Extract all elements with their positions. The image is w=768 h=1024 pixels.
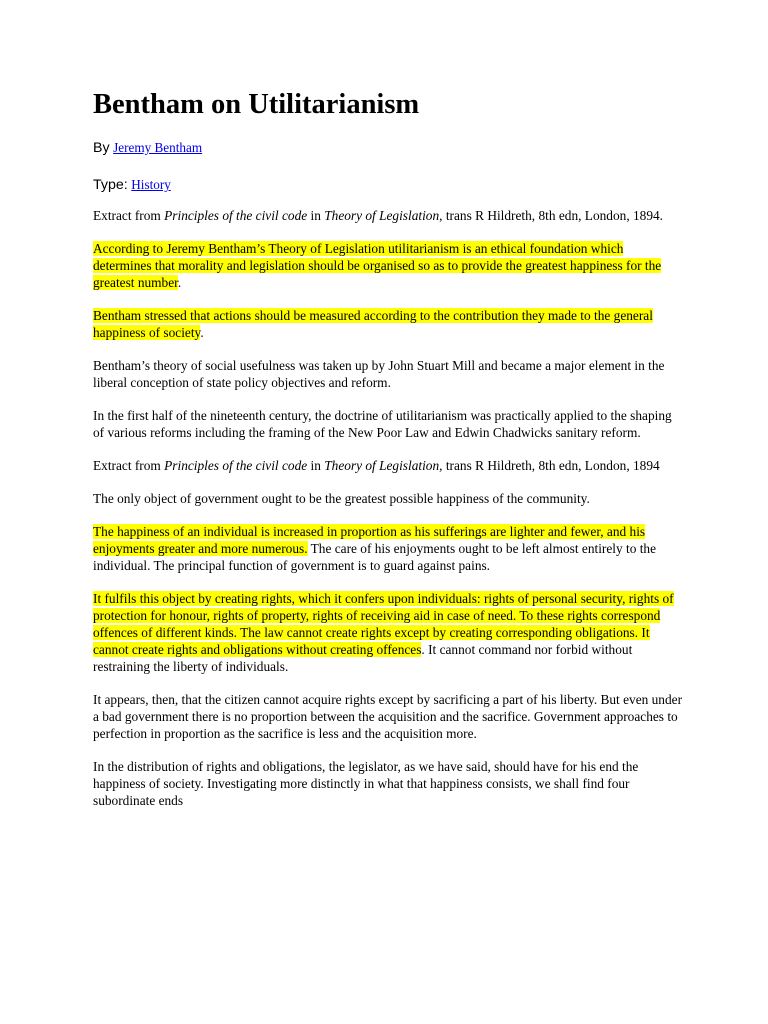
text-run: . It cannot command nor forbid without restraining the liberty of individuals. [93, 642, 633, 674]
page-title: Bentham on Utilitarianism [93, 89, 420, 120]
text-run: . [177, 275, 182, 290]
text-run: Extract from [93, 208, 165, 223]
text-run: in [307, 458, 325, 473]
highlighted-text: Bentham stressed that actions should be measured according to the contribution they made to the general happiness of society [93, 308, 653, 340]
book-title: Principles of the civil code [164, 458, 308, 473]
byline-label: By [93, 140, 110, 156]
paragraph-10: It appears, then, that the citizen cannot acquire rights except by sacrificing a part of his liberty. But even under a bad government there is no proportion between the acquisition and the sacrifice. Government approaches to perfection in proportion as the sacrifice is less and the acquisition more. [93, 692, 683, 741]
paragraph-4: Bentham’s theory of social usefulness was taken up by John Stuart Mill and became a major element in the liberal conception of state policy objectives and reform. [93, 358, 665, 390]
paragraph-3 [93, 307, 683, 341]
text-run: Extract from [93, 458, 165, 473]
paragraph-source-1 [93, 207, 683, 224]
type-label: Type: [93, 177, 128, 193]
book-title: Theory of Legislation [324, 208, 440, 223]
author-link[interactable]: Jeremy Bentham [113, 140, 203, 155]
type-link[interactable]: History [131, 177, 171, 192]
highlighted-text: According to Jeremy Bentham’s Theory of Legislation utilitarianism is an ethical foundation which determines that morality and legislation should be organised so as to provide the greatest happiness for the greatest number [93, 241, 662, 290]
type-line [93, 176, 171, 194]
paragraph-11: In the distribution of rights and obligations, the legislator, as we have said, should have for his end the happiness of society. Investigating more distinctly in what that happiness consists, we shall find four subordinate ends [93, 759, 639, 808]
paragraph-7: The only object of government ought to be the greatest possible happiness of the community. [93, 491, 590, 506]
paragraph-9 [93, 590, 683, 675]
text-run: , trans R Hildreth, 8th edn, London, 1894. [439, 208, 664, 223]
text-run: in [307, 208, 325, 223]
highlighted-text: The happiness of an individual is increased in proportion as his sufferings are lighter and fewer, and his enjoyments greater and more numerous. [93, 524, 646, 556]
highlighted-text: It fulfils this object by creating rights, which it confers upon individuals: rights of personal security, rights of protection for honour, rights of property, rights of receiving aid in case of need. To these rights correspond offences of different kinds. The law cannot create rights except by creating corresponding obligations. It cannot create rights and obligations without creating offences [93, 591, 674, 657]
paragraph-source-2 [93, 457, 683, 474]
text-run: The care of his enjoyments ought to be left almost entirely to the individual. The principal function of government is to guard against pains. [93, 541, 657, 573]
text-run: . [200, 325, 204, 340]
book-title: Principles of the civil code [164, 208, 308, 223]
paragraph-5: In the first half of the nineteenth century, the doctrine of utilitarianism was practically applied to the shaping of various reforms including the framing of the New Poor Law and Edwin Chadwicks sanitary reform. [93, 408, 672, 440]
paragraph-2 [93, 240, 683, 291]
article-body [93, 207, 683, 825]
byline [93, 139, 202, 157]
paragraph-8 [93, 523, 683, 574]
text-run: , trans R Hildreth, 8th edn, London, 1894 [439, 458, 660, 473]
book-title: Theory of Legislation [324, 458, 440, 473]
